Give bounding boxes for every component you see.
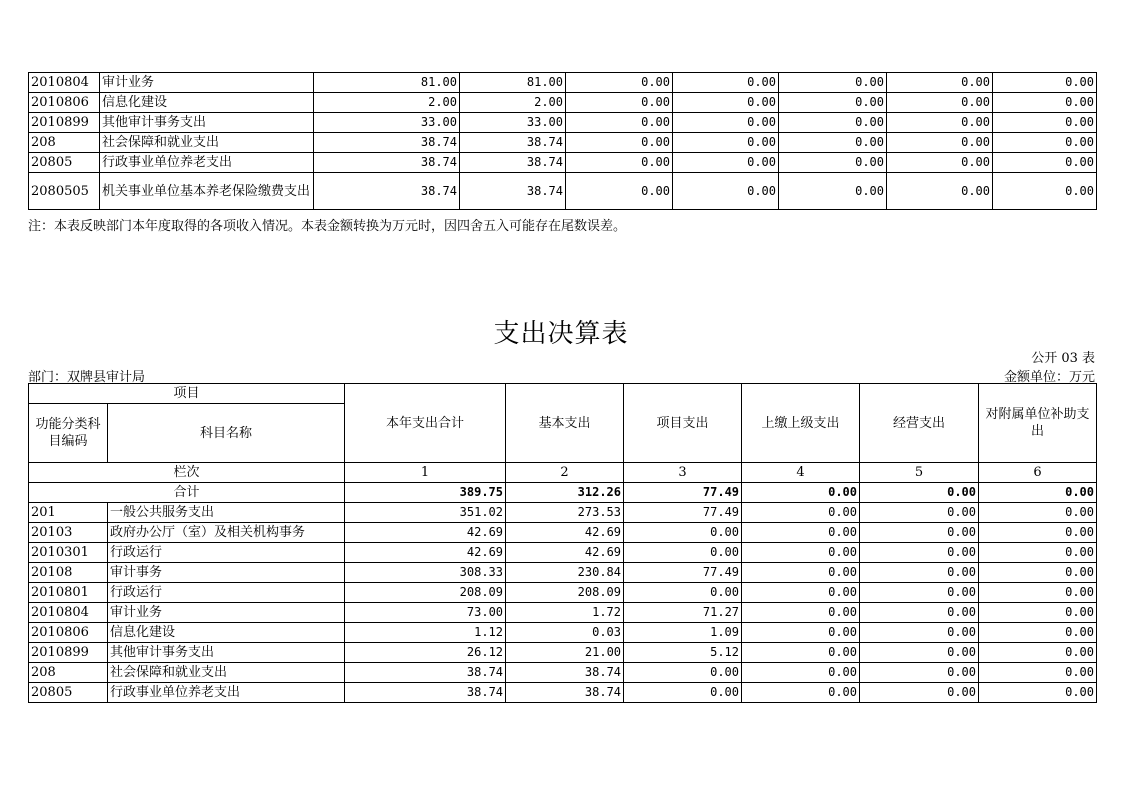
column-index-row: [29, 463, 1097, 483]
amount-cell: 0.00: [624, 523, 742, 543]
amount-cell: 0.00: [979, 663, 1097, 683]
total-value: 389.75: [345, 483, 506, 503]
subject-name: 审计事务: [108, 563, 345, 583]
table-note: 注：本表反映部门本年度取得的各项收入情况。本表金额转换为万元时，因四舍五入可能存在尾数误差。: [28, 219, 627, 234]
subject-name: 其他审计事务支出: [108, 643, 345, 663]
subject-name: 机关事业单位基本养老保险缴费支出: [100, 173, 314, 210]
amount-cell: 2.00: [460, 93, 566, 113]
amount-cell: 38.74: [506, 683, 624, 703]
amount-cell: 33.00: [314, 113, 460, 133]
total-value: 312.26: [506, 483, 624, 503]
amount-cell: 42.69: [345, 523, 506, 543]
amount-cell: 0.00: [979, 623, 1097, 643]
amount-cell: 0.00: [887, 153, 993, 173]
amount-cell: 0.00: [993, 153, 1097, 173]
subject-name: 行政事业单位养老支出: [108, 683, 345, 703]
amount-cell: 0.00: [566, 73, 673, 93]
amount-cell: 0.00: [624, 543, 742, 563]
amount-cell: 0.00: [566, 173, 673, 210]
column-index: 6: [979, 463, 1097, 483]
subject-name: 行政运行: [108, 583, 345, 603]
page-title: 支出决算表: [493, 319, 629, 349]
amount-cell: 0.00: [779, 73, 887, 93]
table-row: [29, 663, 1097, 683]
header-col-operating: 经营支出: [860, 384, 979, 463]
department-label: 部门：双牌县审计局: [28, 370, 146, 385]
table-row: [29, 603, 1097, 623]
subject-name: 社会保障和就业支出: [100, 133, 314, 153]
amount-cell: 273.53: [506, 503, 624, 523]
amount-cell: 351.02: [345, 503, 506, 523]
amount-cell: 0.00: [673, 73, 779, 93]
amount-cell: 0.00: [742, 503, 860, 523]
amount-cell: 2.00: [314, 93, 460, 113]
amount-cell: 0.00: [860, 583, 979, 603]
amount-cell: 5.12: [624, 643, 742, 663]
amount-cell: 0.00: [979, 563, 1097, 583]
amount-cell: 38.74: [460, 133, 566, 153]
subject-code: 2010806: [29, 623, 108, 643]
subject-name: 审计业务: [108, 603, 345, 623]
amount-cell: 0.00: [779, 173, 887, 210]
amount-cell: 0.00: [742, 623, 860, 643]
amount-cell: 0.00: [742, 663, 860, 683]
table-row: [29, 73, 1097, 93]
amount-cell: 0.00: [624, 683, 742, 703]
subject-code: 2080505: [29, 173, 100, 210]
amount-cell: 38.74: [345, 663, 506, 683]
subject-name: 政府办公厅（室）及相关机构事务: [108, 523, 345, 543]
header-col-remit-upper: 上缴上级支出: [742, 384, 860, 463]
amount-cell: 0.00: [673, 93, 779, 113]
amount-cell: 0.00: [673, 173, 779, 210]
amount-cell: 0.00: [779, 93, 887, 113]
amount-cell: 38.74: [506, 663, 624, 683]
amount-cell: 0.00: [860, 663, 979, 683]
amount-cell: 0.00: [993, 93, 1097, 113]
amount-cell: 0.00: [993, 113, 1097, 133]
column-index-label: 栏次: [29, 463, 345, 483]
expenditure-table-body: [29, 384, 1097, 703]
income-table-body: [29, 73, 1097, 210]
amount-cell: 0.00: [887, 93, 993, 113]
amount-cell: 0.00: [742, 603, 860, 623]
subject-code: 208: [29, 663, 108, 683]
amount-cell: 0.00: [887, 73, 993, 93]
amount-cell: 0.00: [742, 583, 860, 603]
table-row: [29, 153, 1097, 173]
table-row: [29, 683, 1097, 703]
amount-cell: 26.12: [345, 643, 506, 663]
income-table-continued: [28, 72, 1097, 210]
amount-cell: 38.74: [314, 153, 460, 173]
amount-cell: 0.00: [779, 113, 887, 133]
amount-cell: 42.69: [506, 543, 624, 563]
column-index: 5: [860, 463, 979, 483]
amount-cell: 208.09: [506, 583, 624, 603]
subject-code: 2010301: [29, 543, 108, 563]
amount-cell: 0.00: [993, 173, 1097, 210]
total-value: 0.00: [860, 483, 979, 503]
amount-cell: 0.00: [860, 563, 979, 583]
table-row: [29, 643, 1097, 663]
amount-cell: 0.00: [673, 133, 779, 153]
amount-cell: 77.49: [624, 563, 742, 583]
subject-code: 20805: [29, 153, 100, 173]
amount-cell: 0.00: [566, 113, 673, 133]
subject-name: 其他审计事务支出: [100, 113, 314, 133]
amount-cell: 0.00: [566, 93, 673, 113]
amount-cell: 0.00: [887, 133, 993, 153]
column-index: 1: [345, 463, 506, 483]
amount-cell: 0.00: [624, 663, 742, 683]
total-row: [29, 483, 1097, 503]
amount-cell: 38.74: [345, 683, 506, 703]
amount-cell: 1.09: [624, 623, 742, 643]
header-col-subsidy: 对附属单位补助支出: [979, 384, 1097, 463]
amount-cell: 0.00: [860, 603, 979, 623]
amount-cell: 0.00: [860, 643, 979, 663]
expenditure-table: [28, 383, 1097, 703]
amount-cell: 0.00: [779, 153, 887, 173]
subject-name: 社会保障和就业支出: [108, 663, 345, 683]
column-index: 3: [624, 463, 742, 483]
amount-cell: 0.00: [860, 503, 979, 523]
table-row: [29, 523, 1097, 543]
amount-cell: 0.00: [742, 683, 860, 703]
amount-cell: 42.69: [345, 543, 506, 563]
amount-cell: 0.00: [624, 583, 742, 603]
amount-unit-label: 金额单位：万元: [1003, 370, 1095, 385]
column-index: 2: [506, 463, 624, 483]
table-row: [29, 583, 1097, 603]
amount-cell: 0.00: [742, 643, 860, 663]
amount-cell: 0.00: [673, 113, 779, 133]
subject-code: 20108: [29, 563, 108, 583]
amount-cell: 0.03: [506, 623, 624, 643]
amount-cell: 0.00: [993, 133, 1097, 153]
amount-cell: 0.00: [887, 173, 993, 210]
amount-cell: 77.49: [624, 503, 742, 523]
amount-cell: 0.00: [979, 543, 1097, 563]
amount-cell: 81.00: [314, 73, 460, 93]
total-value: 77.49: [624, 483, 742, 503]
table-row: [29, 93, 1097, 113]
total-label: 合计: [29, 483, 345, 503]
header-func-code: 功能分类科目编码: [29, 404, 108, 463]
subject-name: 信息化建设: [100, 93, 314, 113]
subject-code: 2010806: [29, 93, 100, 113]
header-row-1: [29, 384, 1097, 404]
amount-cell: 1.72: [506, 603, 624, 623]
amount-cell: 0.00: [673, 153, 779, 173]
subject-code: 2010801: [29, 583, 108, 603]
amount-cell: 81.00: [460, 73, 566, 93]
amount-cell: 38.74: [460, 173, 566, 210]
amount-cell: 1.12: [345, 623, 506, 643]
amount-cell: 308.33: [345, 563, 506, 583]
amount-cell: 0.00: [860, 683, 979, 703]
amount-cell: 38.74: [460, 153, 566, 173]
amount-cell: 0.00: [979, 503, 1097, 523]
amount-cell: 230.84: [506, 563, 624, 583]
amount-cell: 33.00: [460, 113, 566, 133]
amount-cell: 38.74: [314, 173, 460, 210]
amount-cell: 0.00: [566, 133, 673, 153]
total-value: 0.00: [742, 483, 860, 503]
amount-cell: 0.00: [742, 563, 860, 583]
amount-cell: 208.09: [345, 583, 506, 603]
amount-cell: 0.00: [779, 133, 887, 153]
amount-cell: 0.00: [979, 523, 1097, 543]
amount-cell: 0.00: [993, 73, 1097, 93]
amount-cell: 73.00: [345, 603, 506, 623]
amount-cell: 0.00: [887, 113, 993, 133]
amount-cell: 0.00: [742, 543, 860, 563]
header-col-project: 项目支出: [624, 384, 742, 463]
header-col-total: 本年支出合计: [345, 384, 506, 463]
table-row: [29, 173, 1097, 210]
amount-cell: 0.00: [566, 153, 673, 173]
subject-name: 行政事业单位养老支出: [100, 153, 314, 173]
table-row: [29, 543, 1097, 563]
table-row: [29, 113, 1097, 133]
table-row: [29, 563, 1097, 583]
amount-cell: 21.00: [506, 643, 624, 663]
subject-code: 20103: [29, 523, 108, 543]
column-index: 4: [742, 463, 860, 483]
amount-cell: 0.00: [860, 623, 979, 643]
amount-cell: 0.00: [860, 523, 979, 543]
table-row: [29, 503, 1097, 523]
subject-name: 行政运行: [108, 543, 345, 563]
form-number: 公开 03 表: [1031, 351, 1095, 366]
subject-code: 2010899: [29, 113, 100, 133]
subject-code: 2010804: [29, 73, 100, 93]
table-row: [29, 623, 1097, 643]
header-subject-name: 科目名称: [108, 404, 345, 463]
subject-code: 20805: [29, 683, 108, 703]
subject-name: 一般公共服务支出: [108, 503, 345, 523]
subject-name: 信息化建设: [108, 623, 345, 643]
amount-cell: 0.00: [979, 603, 1097, 623]
subject-name: 审计业务: [100, 73, 314, 93]
subject-code: 2010899: [29, 643, 108, 663]
amount-cell: 0.00: [860, 543, 979, 563]
amount-cell: 38.74: [314, 133, 460, 153]
header-col-basic: 基本支出: [506, 384, 624, 463]
subject-code: 201: [29, 503, 108, 523]
amount-cell: 0.00: [742, 523, 860, 543]
amount-cell: 0.00: [979, 683, 1097, 703]
amount-cell: 0.00: [979, 583, 1097, 603]
amount-cell: 71.27: [624, 603, 742, 623]
table-row: [29, 133, 1097, 153]
header-item: 项目: [29, 384, 345, 404]
amount-cell: 42.69: [506, 523, 624, 543]
total-value: 0.00: [979, 483, 1097, 503]
subject-code: 2010804: [29, 603, 108, 623]
subject-code: 208: [29, 133, 100, 153]
amount-cell: 0.00: [979, 643, 1097, 663]
